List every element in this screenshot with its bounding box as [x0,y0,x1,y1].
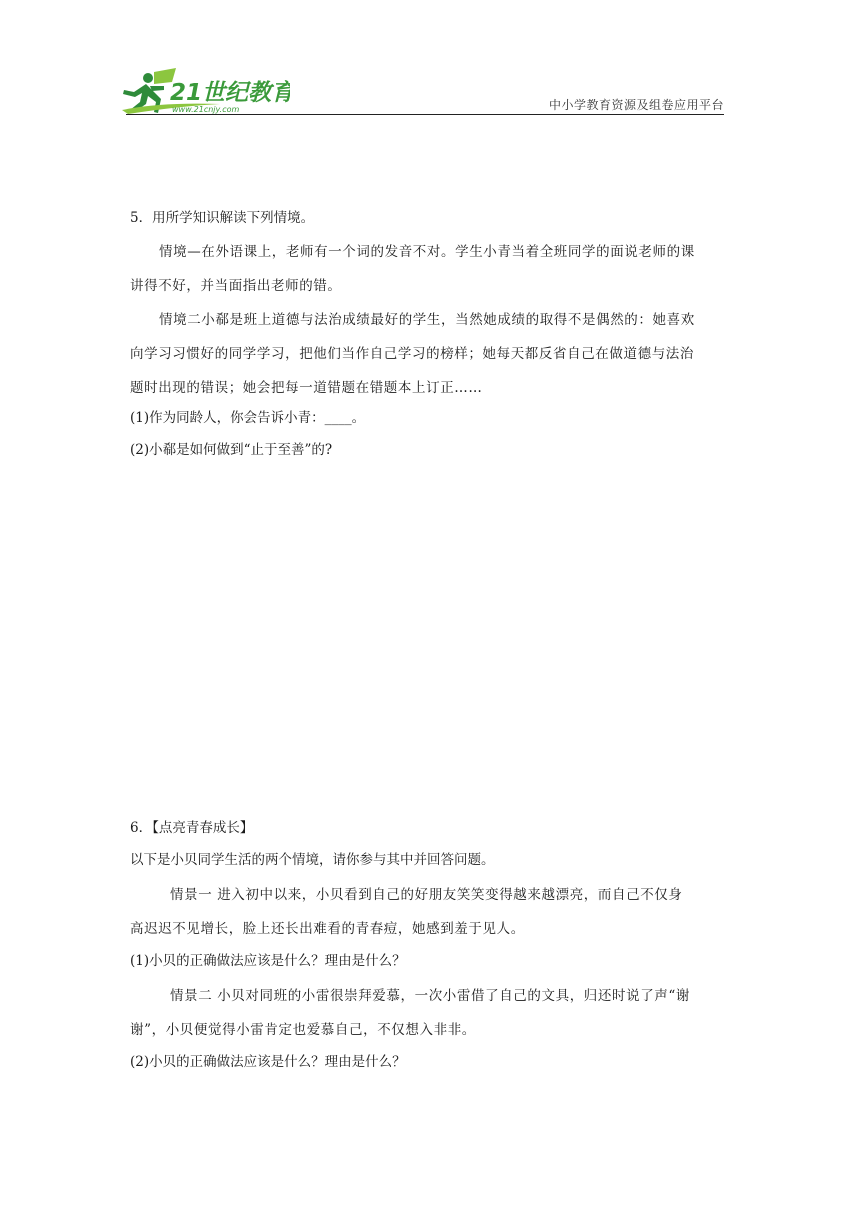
question-5 [130,208,730,461]
q6-scenario1-line1: 情景一 进入初中以来，小贝看到自己的好朋友笑笑变得越来越漂亮，而自己不仅身 [170,887,683,903]
q6-subquestion-2: (2)小贝的正确做法应该是什么？理由是什么？ [130,1054,406,1070]
header-divider [126,114,724,115]
q6-title: 6．【点亮青春成长】 [130,820,254,836]
svg-text:www.21cnjy.com: www.21cnjy.com [172,105,240,114]
q5-scenario1-line2: 讲得不好，并当面指出老师的错。 [130,278,342,294]
q6-scenario2-line2: 谢”，小贝便觉得小雷肯定也爱慕自己，不仅想入非非。 [130,1022,476,1038]
q5-scenario1-line1: 情境—在外语课上，老师有一个词的发音不对。学生小青当着全班同学的面说老师的课 [159,244,695,260]
site-logo [120,66,290,118]
q6-subquestion-1: (1)小贝的正确做法应该是什么？理由是什么？ [130,953,406,969]
q5-title: 5．用所学知识解读下列情境。 [130,210,315,226]
q5-subquestion-2: (2)小郗是如何做到“止于至善”的? [130,442,333,458]
q5-subquestion-1: (1)作为同龄人，你会告诉小青：____。 [130,410,366,426]
q6-scenario1-line2: 高迟迟不见增长，脸上还长出难看的青春痘，她感到羞于见人。 [130,921,525,937]
logo-graphic [120,66,290,118]
q5-scenario2-line1: 情境二小郗是班上道德与法治成绩最好的学生，当然她成绩的取得不是偶然的：她喜欢 [159,312,695,328]
q5-scenario2-line3: 题时出现的错误；她会把每一道错题在错题本上订正…… [130,380,483,396]
svg-text:21世纪教育: 21世纪教育 [170,80,290,106]
q6-intro: 以下是小贝同学生活的两个情境，请你参与其中并回答问题。 [130,852,495,868]
document-body [130,208,730,1070]
q6-scenario2-line1: 情景二 小贝对同班的小雷很崇拜爱慕，一次小雷借了自己的文具，归还时说了声“谢 [170,988,690,1004]
page-header [0,0,860,120]
q5-scenario2-line2: 向学习习惯好的同学学习，把他们当作自己学习的榜样；她每天都反省自己在做道德与法治 [130,346,694,362]
header-tagline: 中小学教育资源及组卷应用平台 [548,98,724,112]
question-6 [130,818,730,1073]
